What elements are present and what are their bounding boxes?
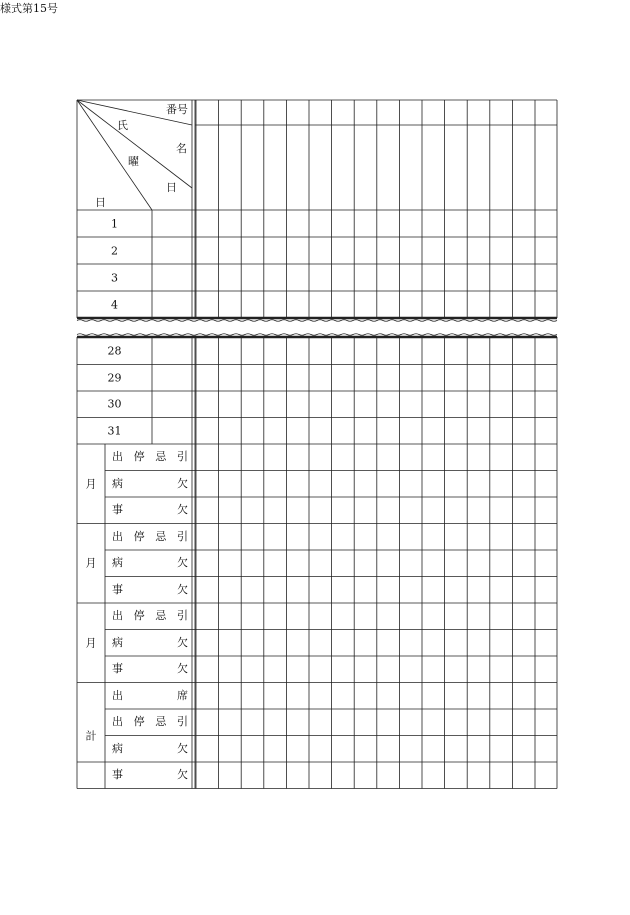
total-category-label	[112, 743, 188, 754]
category-label-char: 引	[176, 609, 188, 623]
category-label-char: 欠	[177, 582, 188, 596]
total-category-label-char: 席	[177, 688, 188, 702]
header-name-label-1: 氏	[117, 119, 128, 132]
category-label-char: 事	[112, 503, 123, 517]
category-label-char: 出	[112, 450, 123, 464]
total-category-label	[112, 690, 188, 701]
total-label: 計	[85, 729, 97, 742]
month-label: 月	[85, 556, 97, 570]
category-label-char: 忌	[155, 450, 167, 464]
category-label-char: 引	[176, 450, 188, 464]
total-category-label-char: 欠	[177, 741, 188, 755]
category-label	[112, 531, 188, 542]
category-label	[112, 504, 188, 515]
header-date-label: 日	[95, 196, 106, 209]
category-label-char: 停	[133, 609, 145, 623]
category-label	[112, 584, 188, 595]
day-number: 4	[111, 298, 118, 311]
category-label-char: 引	[176, 529, 188, 543]
total-category-label	[112, 769, 188, 780]
category-label-char: 停	[133, 450, 145, 464]
total-category-label-char: 忌	[155, 715, 167, 729]
category-label-char: 欠	[177, 476, 188, 490]
header-weekday-label: 曜	[128, 155, 139, 168]
header-name-label-2: 名	[176, 142, 187, 155]
category-label-char: 病	[112, 556, 123, 570]
category-label-char: 忌	[155, 609, 167, 623]
total-category-label	[112, 716, 188, 727]
category-label	[112, 478, 188, 489]
day-number: 30	[107, 397, 122, 411]
total-category-label-char: 出	[112, 715, 123, 729]
category-label-char: 忌	[155, 529, 167, 543]
category-label-char: 事	[112, 582, 123, 596]
category-label-char: 出	[112, 609, 123, 623]
day-number: 3	[111, 271, 118, 284]
category-label	[112, 663, 188, 674]
category-label-char: 停	[133, 529, 145, 543]
total-category-label-char: 事	[112, 768, 123, 782]
total-category-label-char: 停	[133, 715, 145, 729]
category-label-char: 事	[112, 662, 123, 676]
day-number: 29	[107, 371, 122, 385]
form-title: 様式第15号	[0, 2, 58, 15]
day-number: 1	[111, 217, 118, 230]
day-number: 28	[107, 344, 122, 358]
header-day-label: 日	[166, 181, 177, 194]
category-label	[112, 610, 188, 621]
total-category-label-char: 出	[112, 688, 123, 702]
category-label	[112, 637, 188, 648]
category-label-char: 出	[112, 529, 123, 543]
category-label	[112, 451, 188, 462]
category-label	[112, 557, 188, 568]
category-label-char: 病	[112, 476, 123, 490]
break-line	[77, 318, 557, 337]
total-category-label-char: 病	[112, 741, 123, 755]
header-number-label: 番号	[166, 103, 188, 116]
month-label: 月	[85, 477, 97, 491]
total-category-label-char: 引	[176, 715, 188, 729]
day-number: 2	[111, 244, 118, 257]
category-label-char: 欠	[177, 635, 188, 649]
day-number: 31	[107, 424, 122, 438]
category-label-char: 欠	[177, 556, 188, 570]
category-label-char: 病	[112, 635, 123, 649]
month-label: 月	[85, 636, 97, 650]
category-label-char: 欠	[177, 503, 188, 517]
total-category-label-char: 欠	[177, 768, 188, 782]
category-label-char: 欠	[177, 662, 188, 676]
